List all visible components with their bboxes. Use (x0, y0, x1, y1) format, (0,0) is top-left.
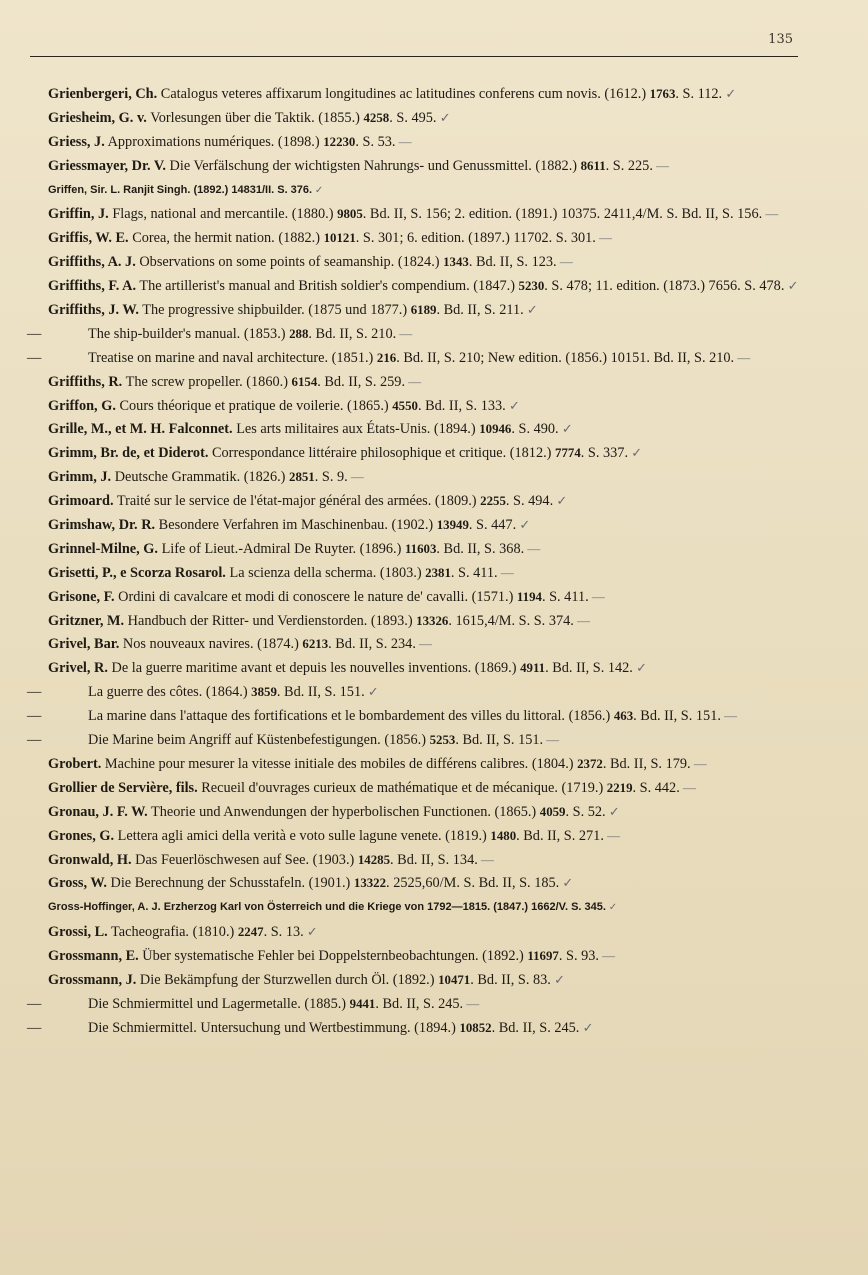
entry-number: 12230 (323, 134, 356, 149)
entry-author: Gronwald, H. (48, 851, 132, 868)
ditto-dash: — (27, 1019, 42, 1036)
entry-reference: . S. 442. (632, 779, 680, 796)
entry-title: The screw propeller. (1860.) (122, 373, 292, 390)
entry-number: 3859 (251, 685, 277, 700)
entry-title: Über systematische Fehler bei Doppelsternbeobachtungen. (1892.) (138, 948, 528, 965)
check-mark: ✓ (632, 661, 647, 676)
entry-title: Die Schmiermittel. Untersuchung und Wertbestimmung. (1894.) (88, 1019, 460, 1036)
catalog-entry (48, 754, 808, 774)
entry-reference: . Bd. II, S. 271. (516, 827, 604, 844)
catalog-entry (48, 132, 808, 152)
entry-number: 8611 (580, 158, 606, 173)
catalog-entry (48, 252, 808, 272)
catalog-entry (48, 778, 808, 798)
check-mark: ✓ (505, 398, 520, 413)
entry-number: 14285 (357, 852, 391, 867)
entry-title: The artillerist's manual and British soldier's compendium. (1847.) (136, 278, 519, 295)
catalog-entry (48, 873, 808, 893)
entry-reference: . Bd. II, S. 134. (390, 851, 478, 868)
check-mark: — (396, 326, 413, 341)
check-mark: ✓ (523, 303, 538, 318)
catalog-entry (48, 396, 808, 416)
entry-reference: . Bd. II, S. 259. (317, 373, 406, 390)
entry-reference: . Bd. II, S. 151. (276, 684, 365, 701)
entry-reference: . Bd. II, S. 179. (602, 755, 691, 772)
entry-author: Grisetti, P., e Scorza Rosarol. (48, 564, 226, 581)
entry-author: Griess, J. (48, 133, 105, 150)
entry-title: Machine pour mesurer la vitesse initiale des mobiles de différens calibres. (1804.) (101, 755, 578, 772)
catalog-entry (48, 658, 808, 678)
entry-number: 2372 (577, 756, 603, 771)
check-mark: ✓ (550, 972, 565, 987)
entry-reference: . Bd. II, S. 245. (491, 1019, 580, 1036)
page-number: 135 (768, 32, 793, 47)
entry-number: 6189 (410, 303, 437, 318)
check-mark: ✓ (364, 685, 379, 700)
entry-author: Griffiths, R. (48, 373, 123, 390)
catalog-entry (48, 946, 808, 966)
check-mark: — (679, 780, 696, 795)
check-mark: ✓ (628, 446, 643, 461)
entry-number: 2381 (425, 565, 451, 580)
entry-author: Grossmann, J. (48, 971, 137, 988)
entry-title: Treatise on marine and naval architecture. (1851.) (88, 349, 377, 366)
sub-entry (27, 324, 808, 344)
entry-author: Griffis, W. E. (48, 230, 129, 247)
entry-author: Grimshaw, Dr. R. (48, 517, 156, 534)
entry-reference: . Bd. II, S. 211. (436, 302, 524, 319)
catalog-entry (48, 826, 808, 846)
entry-title: Die Marine beim Angriff auf Küstenbefestigungen. (1856.) (88, 732, 430, 749)
check-mark: ✓ (558, 422, 573, 437)
sub-entry (27, 1018, 808, 1038)
entry-author: Griesheim, G. v. (48, 109, 147, 126)
catalog-entry (48, 515, 808, 535)
entry-number: 13322 (353, 876, 387, 891)
entry-author: Griffen, Sir. L. Ranjit Singh. (1892.) 14831/II. S. 376. (48, 183, 313, 196)
check-mark: ✓ (784, 279, 799, 294)
catalog-entry (48, 970, 808, 990)
entry-author: Gross-Hoffinger, A. J. Erzherzog Karl von Österreich und die Kriege von 1792—1815. (1847.) 1662/V. S. 345. (48, 901, 606, 914)
check-mark: — (598, 949, 616, 964)
entry-title: Observations on some points of seamanship. (1824.) (135, 254, 444, 271)
entry-reference: . S. 494. (505, 493, 554, 510)
sub-entry (27, 706, 808, 726)
entry-title: Besondere Verfahren im Maschinenbau. (1902.) (155, 517, 437, 534)
entry-number: 4059 (539, 804, 566, 819)
check-mark: ✓ (312, 184, 324, 196)
entry-number: 2247 (237, 925, 264, 940)
catalog-entry (48, 850, 808, 870)
entry-reference: . Bd. II, S. 210. (308, 325, 397, 342)
catalog-entry (48, 156, 808, 176)
check-mark: — (415, 637, 432, 652)
entry-author: Griffiths, J. W. (48, 302, 139, 319)
check-mark: — (477, 852, 494, 867)
entry-reference: . Bd. II, S. 368. (436, 540, 525, 557)
entry-author: Grollier de Servière, fils. (48, 779, 198, 796)
entry-title: The ship-builder's manual. (1853.) (88, 325, 290, 342)
entry-reference: . S. 478; 11. edition. (1873.) 7656. S. 478. (544, 278, 785, 295)
entry-number: 10852 (459, 1020, 492, 1035)
entry-number: 4550 (392, 398, 418, 413)
entry-title: Lettera agli amici della verità e voto sulle lagune venete. (1819.) (114, 827, 491, 844)
entry-number: 216 (376, 350, 397, 365)
entry-title: La scienza della scherma. (1803.) (225, 564, 426, 581)
check-mark: — (690, 756, 707, 771)
entry-reference: . Bd. II, S. 151. (455, 732, 544, 749)
entry-number: 11697 (527, 949, 559, 964)
catalog-entry (48, 611, 808, 631)
check-mark: ✓ (579, 1020, 594, 1035)
sub-entry (27, 682, 808, 702)
entry-reference: . S. 53. (355, 133, 396, 150)
entry-number: 1763 (649, 87, 676, 101)
entry-reference: . S. 337. (580, 445, 629, 462)
entry-number: 13949 (436, 518, 469, 533)
sub-entry (27, 730, 808, 750)
entry-number: 11603 (404, 541, 437, 556)
entry-reference: . S. 52. (565, 803, 606, 820)
entry-number: 10946 (479, 422, 512, 437)
entry-reference: . Bd. II, S. 151. (633, 708, 721, 725)
entry-title: Correspondance littéraire philosophique et critique. (1812.) (208, 445, 556, 462)
entry-reference: . S. 301; 6. edition. (1897.) 11702. S. 301. (355, 230, 596, 247)
entry-author: Grimm, J. (48, 469, 112, 486)
entry-title: Nos nouveaux navires. (1874.) (119, 636, 303, 653)
check-mark: — (463, 996, 480, 1011)
catalog-entry (48, 419, 808, 439)
entry-author: Grimm, Br. de, et Diderot. (48, 445, 209, 462)
ditto-dash: — (27, 995, 42, 1012)
entry-reference: . 1615,4/M. S. S. 374. (448, 612, 574, 629)
ditto-dash: — (27, 732, 42, 749)
entry-author: Griffiths, A. J. (48, 254, 136, 271)
entry-reference: . S. 9. (314, 469, 348, 486)
entry-title: Handbuch der Ritter- und Verdienstorden. (1893.) (124, 612, 417, 629)
entry-author: Gritzner, M. (48, 612, 125, 629)
entry-number: 463 (613, 709, 634, 724)
entry-author: Griffon, G. (48, 397, 116, 414)
entry-reference: . Bd. II, S. 245. (375, 995, 464, 1012)
entry-title: Die Bekämpfung der Sturzwellen durch Öl. (1892.) (136, 971, 439, 988)
check-mark: — (595, 231, 612, 246)
ditto-dash: — (27, 349, 42, 366)
check-mark: ✓ (722, 87, 737, 101)
entry-reference: . 2525,60/M. S. Bd. II, S. 185. (386, 875, 560, 892)
entry-title: Theorie und Anwendungen der hyperbolischen Functionen. (1865.) (147, 803, 540, 820)
check-mark: — (524, 541, 541, 556)
entry-number: 288 (289, 326, 309, 341)
catalog-entry (48, 443, 808, 463)
entry-title: Flags, national and mercantile. (1880.) (108, 206, 338, 223)
entry-list (27, 84, 808, 1042)
entry-reference: . S. 411. (541, 588, 589, 605)
entry-reference: . Bd. II, S. 123. (468, 254, 557, 271)
entry-author: Grobert. (48, 755, 102, 772)
entry-number: 4258 (363, 110, 390, 125)
entry-reference: . S. 225. (605, 157, 653, 174)
entry-number: 9805 (337, 207, 363, 222)
entry-title: Deutsche Grammatik. (1826.) (111, 469, 290, 486)
check-mark: — (762, 207, 779, 222)
entry-number: 10121 (323, 231, 356, 246)
entry-title: Les arts militaires aux États-Unis. (1894.) (232, 421, 480, 438)
catalog-entry (48, 108, 808, 128)
entry-reference: . S. 490. (511, 421, 559, 438)
check-mark: ✓ (516, 518, 531, 533)
entry-author: Grinnel-Milne, G. (48, 540, 158, 557)
catalog-entry (48, 563, 808, 583)
check-mark: — (556, 255, 573, 270)
entry-title: Tacheografia. (1810.) (107, 924, 238, 941)
check-mark: — (497, 565, 514, 580)
ditto-dash: — (27, 325, 42, 342)
entry-reference: . Bd. II, S. 142. (545, 660, 633, 677)
entry-author: Grienbergeri, Ch. (48, 86, 158, 102)
entry-number: 9441 (349, 996, 376, 1011)
catalog-entry (48, 922, 808, 942)
check-mark: — (405, 374, 422, 389)
check-mark: — (720, 709, 737, 724)
entry-title: The progressive shipbuilder. (1875 und 1877.) (138, 302, 411, 319)
entry-author: Gross, W. (48, 875, 107, 892)
entry-reference: . Bd. II, S. 133. (417, 397, 506, 414)
entry-reference: . S. 495. (389, 109, 437, 126)
entry-author: Grossi, L. (48, 924, 108, 941)
check-mark: ✓ (559, 876, 574, 891)
catalog-entry (48, 300, 808, 320)
sub-entry (27, 994, 808, 1014)
entry-author: Grille, M., et M. H. Falconnet. (48, 421, 233, 438)
entry-number: 4911 (520, 661, 546, 676)
check-mark: — (395, 134, 412, 149)
entry-number: 1194 (516, 589, 542, 604)
entry-title: La marine dans l'attaque des fortifications et le bombardement des villes du littoral. (1856.) (88, 708, 614, 725)
check-mark: — (573, 613, 590, 628)
ditto-dash: — (27, 684, 42, 701)
catalog-entry (48, 276, 808, 296)
ditto-dash: — (27, 708, 42, 725)
entry-author: Grivel, R. (48, 660, 108, 677)
entry-reference: . S. 93. (558, 948, 599, 965)
check-mark: ✓ (436, 110, 451, 125)
check-mark: — (543, 733, 560, 748)
entry-title: Cours théorique et pratique de voilerie. (1865.) (115, 397, 393, 414)
entry-number: 7774 (555, 446, 581, 461)
entry-title: Die Schmiermittel und Lagermetalle. (1885.) (88, 995, 350, 1012)
entry-number: 2219 (606, 780, 633, 795)
entry-number: 6154 (291, 374, 318, 389)
entry-number: 5230 (518, 279, 545, 294)
check-mark: ✓ (303, 925, 318, 940)
catalog-entry (48, 180, 808, 201)
entry-reference: . Bd. II, S. 210; New edition. (1856.) 10151. Bd. II, S. 210. (396, 349, 735, 366)
entry-number: 2255 (480, 494, 506, 509)
catalog-entry (48, 372, 808, 392)
entry-reference: . S. 447. (468, 517, 517, 534)
check-mark: ✓ (605, 804, 620, 819)
entry-reference: . S. 411. (450, 564, 498, 581)
catalog-entry (48, 204, 808, 224)
entry-author: Grones, G. (48, 827, 115, 844)
catalog-entry (48, 491, 808, 511)
check-mark: — (652, 158, 669, 173)
entry-author: Grisone, F. (48, 588, 115, 605)
sub-entry (27, 348, 808, 368)
entry-title: Approximations numériques. (1898.) (104, 133, 324, 150)
entry-title: Die Berechnung der Schusstafeln. (1901.) (106, 875, 354, 892)
entry-reference: . Bd. II, S. 234. (328, 636, 416, 653)
entry-number: 1343 (443, 255, 469, 270)
entry-number: 6213 (302, 637, 329, 652)
check-mark: ✓ (553, 494, 568, 509)
entry-number: 13326 (416, 613, 449, 628)
entry-author: Grivel, Bar. (48, 636, 120, 653)
check-mark: — (603, 828, 620, 843)
entry-reference: . Bd. II, S. 156; 2. edition. (1891.) 10375. 2411,4/M. S. Bd. II, S. 156. (362, 206, 763, 223)
catalog-entry (48, 467, 808, 487)
entry-title: Traité sur le service de l'état-major général des armées. (1809.) (113, 493, 481, 510)
entry-title: Ordini di cavalcare et modi di conoscere le nature de' cavalli. (1571.) (114, 588, 517, 605)
entry-reference: . Bd. II, S. 83. (470, 971, 551, 988)
entry-author: Gronau, J. F. W. (48, 803, 148, 820)
catalog-entry (48, 587, 808, 607)
entry-title: Corea, the hermit nation. (1882.) (128, 230, 324, 247)
entry-author: Grossmann, E. (48, 948, 139, 965)
entry-author: Griffiths, F. A. (48, 278, 137, 295)
check-mark: — (588, 589, 605, 604)
entry-author: Griffin, J. (48, 206, 109, 223)
check-mark: ✓ (605, 902, 617, 914)
catalog-entry (48, 84, 808, 104)
entry-number: 1480 (490, 828, 517, 843)
entry-reference: . S. 112. (675, 86, 723, 102)
catalog-entry (48, 228, 808, 248)
catalog-entry (48, 634, 808, 654)
entry-title: Life of Lieut.-Admiral De Ruyter. (1896.) (158, 540, 405, 557)
check-mark: — (347, 470, 364, 485)
entry-title: Catalogus veteres affixarum longitudines ac latitudines conferens cum novis. (1612.) (157, 86, 650, 102)
entry-author: Griessmayer, Dr. V. (48, 157, 166, 174)
entry-title: Die Verfälschung der wichtigsten Nahrungs- und Genussmittel. (1882.) (165, 157, 581, 174)
entry-title: Recueil d'ouvrages curieux de mathématique et de mécanique. (1719.) (197, 779, 607, 796)
entry-number: 2851 (289, 470, 315, 485)
catalog-entry (48, 539, 808, 559)
entry-title: La guerre des côtes. (1864.) (88, 684, 252, 701)
entry-reference: . S. 13. (263, 924, 304, 941)
catalog-entry (48, 897, 808, 918)
entry-author: Grimoard. (48, 493, 114, 510)
catalog-entry (48, 802, 808, 822)
entry-number: 5253 (429, 733, 456, 748)
entry-number: 10471 (438, 972, 471, 987)
entry-title: Das Feuerlöschwesen auf See. (1903.) (131, 851, 358, 868)
header-rule (30, 56, 798, 57)
check-mark: — (734, 350, 751, 365)
entry-title: De la guerre maritime avant et depuis les nouvelles inventions. (1869.) (107, 660, 521, 677)
entry-title: Vorlesungen über die Taktik. (1855.) (146, 109, 364, 126)
